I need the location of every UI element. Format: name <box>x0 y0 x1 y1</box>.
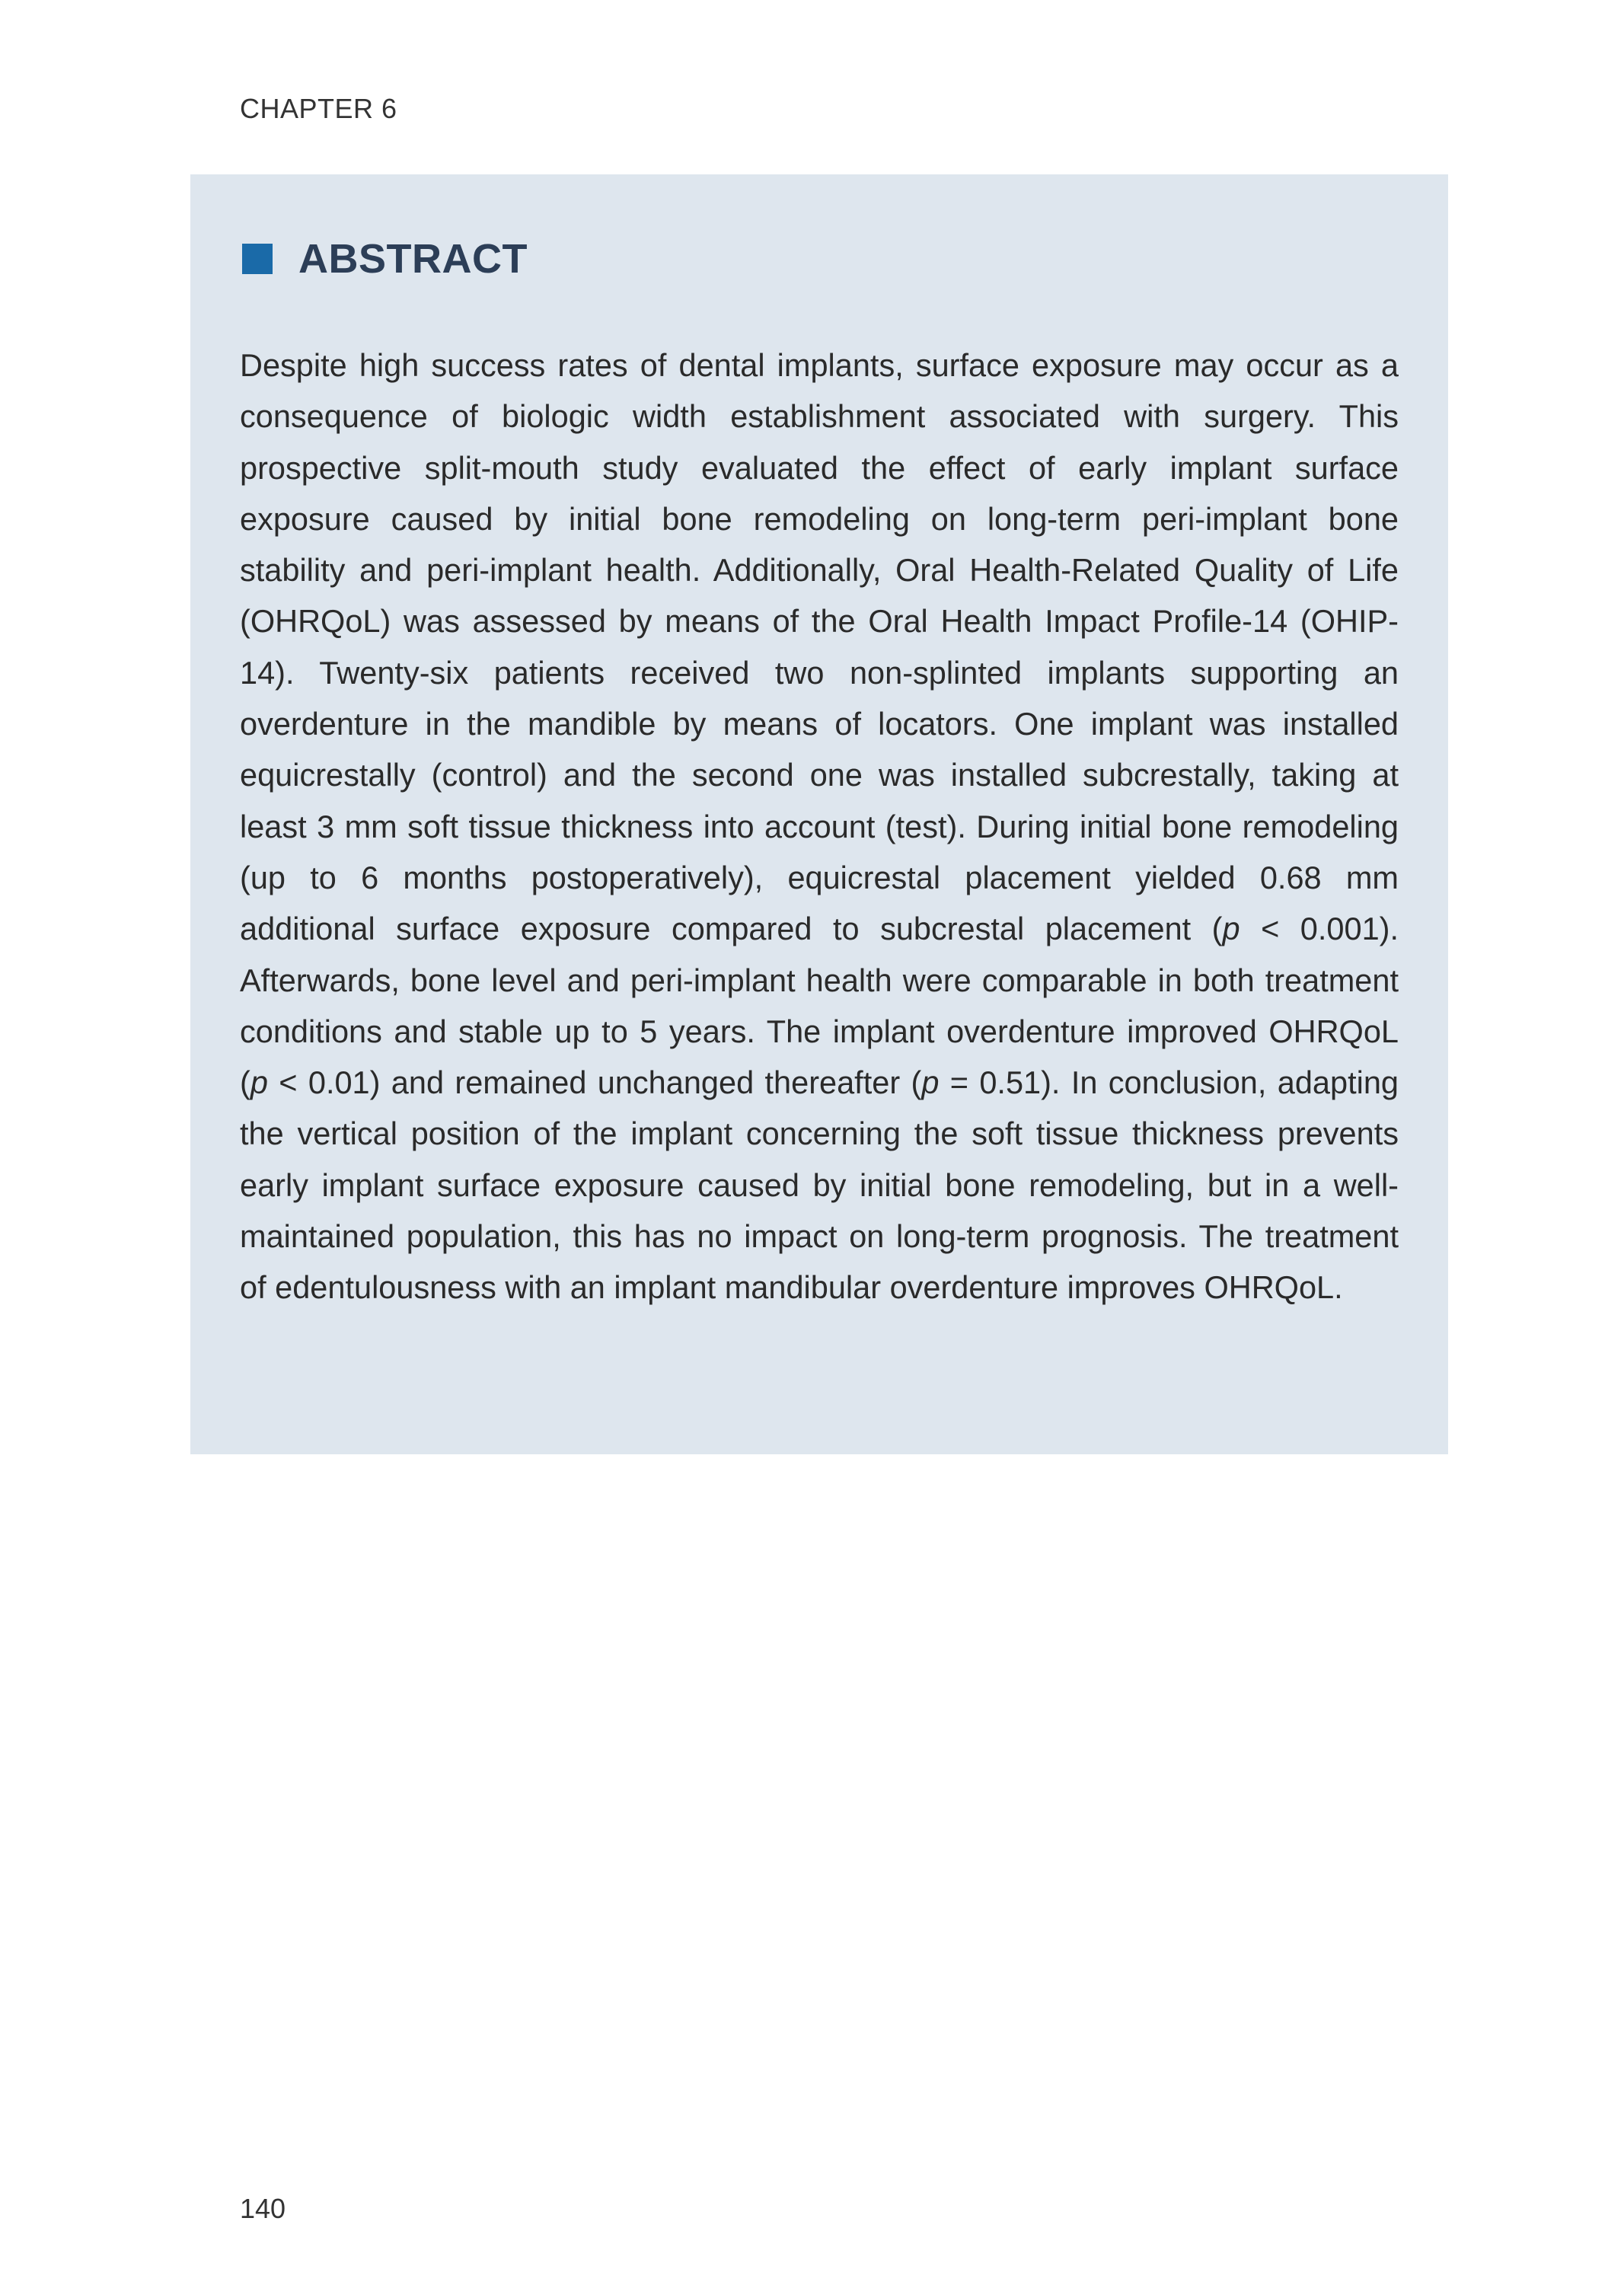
chapter-header: CHAPTER 6 <box>240 93 397 124</box>
page-number: 140 <box>240 2193 286 2224</box>
abstract-title: ABSTRACT <box>298 236 528 282</box>
abstract-text-segment: < 0.001). Afterwards, bone level and peri-implant health were comparable in both treatment conditions and stable up to 5 years. The implant overdenture improved OHRQoL ( <box>240 911 1399 1101</box>
heading-square-icon <box>242 244 273 274</box>
p-value-symbol: p <box>1222 911 1240 947</box>
abstract-text-segment: < 0.01) and remained unchanged thereafter ( <box>267 1064 922 1101</box>
abstract-text-segment: Despite high success rates of dental implants, surface exposure may occur as a consequence of biologic width establishment associated with surgery. This prospective split-mouth study evaluated the effect of early implant surface exposure caused by initial bone remodeling on long-term peri-implant bone stability and peri-implant health. Additionally, Oral Health-Related Quality of Life (OHRQoL) was assessed by means of the Oral Health Impact Profile-14 (OHIP-14). Twenty-six patients received two non-splinted implants supporting an overdenture in the mandible by means of locators. One implant was installed equicrestally (control) and the second one was installed subcrestally, taking at least 3 mm soft tissue thickness into account (test). During initial bone remodeling (up to 6 months postoperatively), equicrestal placement yielded 0.68 mm additional surface exposure compared to subcrestal placement ( <box>240 347 1399 947</box>
p-value-symbol: p <box>250 1064 268 1101</box>
abstract-box <box>190 174 1448 1454</box>
abstract-text <box>240 340 1399 1313</box>
p-value-symbol: p <box>921 1064 940 1101</box>
abstract-heading <box>242 235 528 282</box>
abstract-text-segment: = 0.51). In conclusion, adapting the vertical position of the implant concerning the soft tissue thickness prevents early implant surface exposure caused by initial bone remodeling, but in a well-maintained population, this has no impact on long-term prognosis. The treatment of edentulousness with an implant mandibular overdenture improves OHRQoL. <box>240 1064 1399 1306</box>
